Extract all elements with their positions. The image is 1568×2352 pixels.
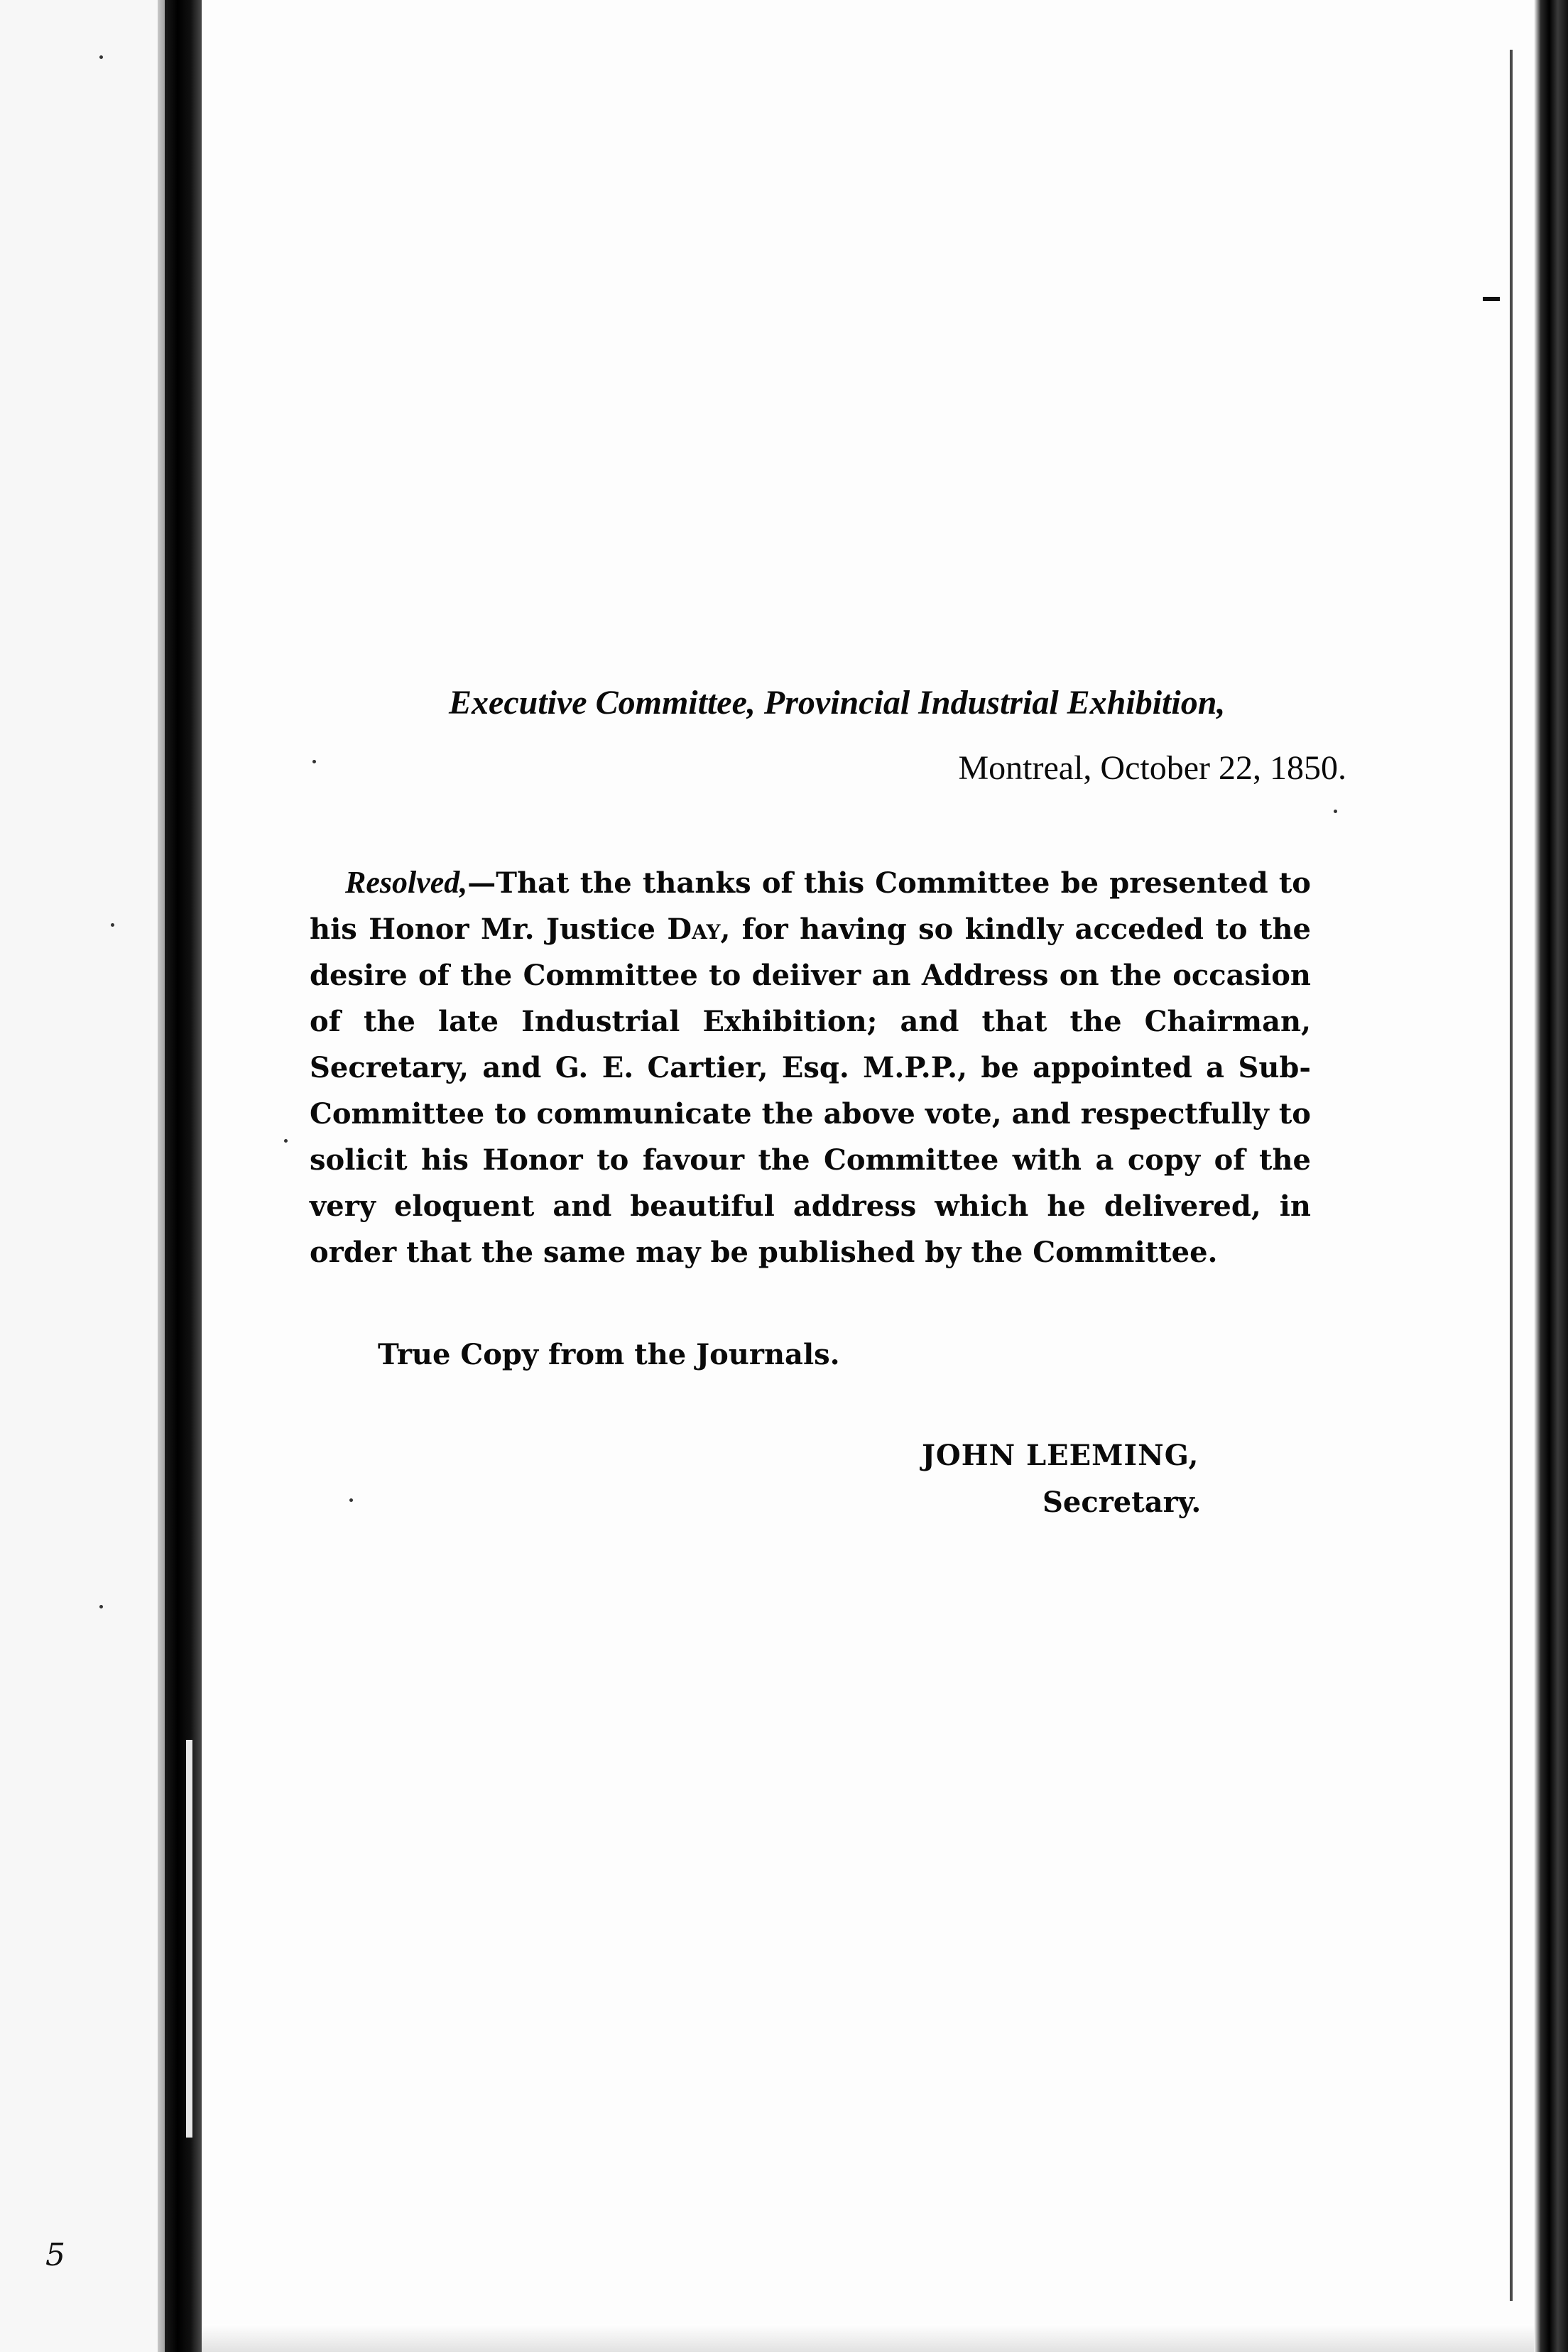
right-page-edge-line — [1510, 50, 1513, 2301]
justice-name: Day — [667, 913, 721, 946]
ink-speck — [284, 1139, 288, 1143]
resolution-text-part-2: , for having so kindly acceded to the desire of the Committee to deiiver an Address on the occasion of the late Industrial Exhibition; and that the Chairman, Secretary, and G. E. Cartier, Esq. M.P.P., be appointed a Sub-Committee to communicate the above vote, and respectfully to solicit his Honor to favour the Committee with a copy of the very eloquent and beautiful address which he delivered, in order that the same may be published by the Committee. — [310, 913, 1311, 1269]
resolution-text-part-1: —That the thanks of this Committee be presented to his Honor Mr. Justice — [310, 866, 1311, 946]
ink-speck — [99, 1605, 103, 1608]
right-binding-edge — [1534, 0, 1568, 2352]
signatory-title: Secretary. — [1042, 1486, 1202, 1519]
left-page-edge-area — [0, 0, 165, 2352]
signatory-name: JOHN LEEMING, — [922, 1439, 1199, 1472]
attestation-line: True Copy from the Journals. — [378, 1338, 840, 1371]
ink-speck — [99, 55, 103, 59]
gutter-highlight — [186, 1740, 192, 2138]
handwritten-page-mark: 5 — [45, 2237, 65, 2273]
ink-speck — [349, 1498, 353, 1502]
place-and-date: Montreal, October 22, 1850. — [958, 749, 1346, 787]
ink-speck — [312, 760, 316, 763]
bottom-page-shadow — [202, 2324, 1534, 2352]
margin-dash-mark — [1483, 297, 1500, 301]
ink-speck — [1334, 810, 1337, 813]
book-gutter — [165, 0, 202, 2352]
document-heading: Executive Committee, Provincial Industrial Exhibition, — [449, 684, 1226, 722]
ink-speck — [111, 923, 114, 927]
resolution-label: Resolved, — [345, 865, 468, 900]
resolution-paragraph — [310, 859, 1311, 1275]
